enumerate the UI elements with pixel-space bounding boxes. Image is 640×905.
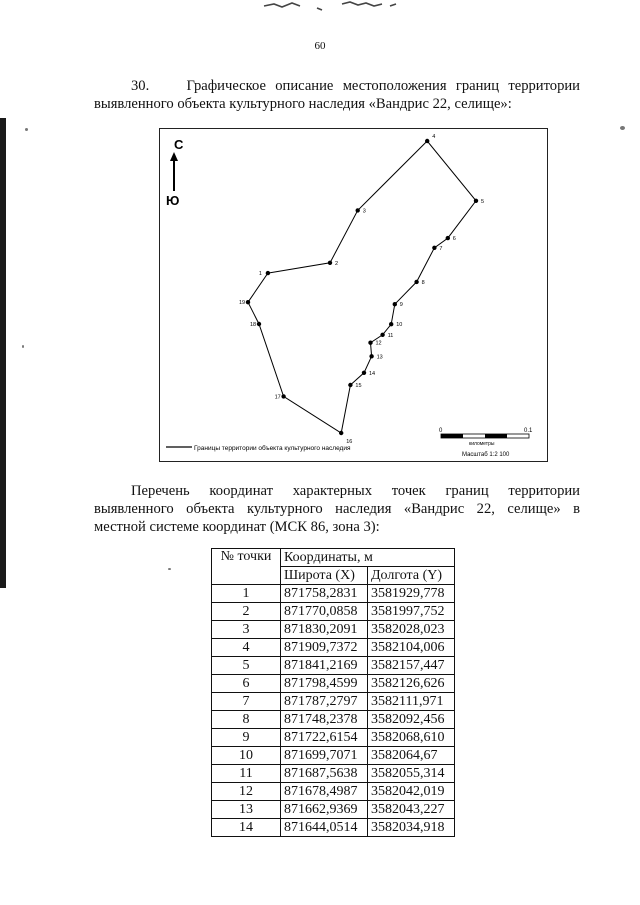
table-row xyxy=(212,693,455,711)
section-title-line-1: Графическое описание местоположения границ территории xyxy=(186,78,580,94)
boundary-point xyxy=(339,431,343,435)
cell-longitude: 3582068,610 xyxy=(368,729,455,747)
boundary-point xyxy=(380,333,384,337)
cell-latitude: 871909,7372 xyxy=(281,639,368,657)
cell-longitude: 3582092,456 xyxy=(368,711,455,729)
cell-longitude: 3582028,023 xyxy=(368,621,455,639)
header-longitude: Долгота (Y) xyxy=(368,567,455,585)
cell-longitude: 3582042,019 xyxy=(368,783,455,801)
boundary-point xyxy=(369,354,373,358)
scale-bar-segment xyxy=(441,434,463,438)
boundary-point-label: 6 xyxy=(452,236,456,243)
cell-point-number: 6 xyxy=(212,675,281,693)
cell-longitude: 3582034,918 xyxy=(368,819,455,837)
cell-longitude: 3582104,006 xyxy=(368,639,455,657)
scale-unit: километры xyxy=(469,441,495,447)
boundary-point xyxy=(446,236,450,240)
coordinates-intro-line-2: выявленного объекта культурного наследия «Вандрис 22, селище» в xyxy=(94,501,580,517)
legend-text: Границы территории объекта культурного наследия xyxy=(194,445,351,452)
boundary-point-label: 8 xyxy=(421,279,425,286)
cell-latitude: 871841,2169 xyxy=(281,657,368,675)
cell-latitude: 871687,5638 xyxy=(281,765,368,783)
scan-speck xyxy=(620,126,625,130)
table-row xyxy=(212,657,455,675)
table-row xyxy=(212,747,455,765)
cell-latitude: 871678,4987 xyxy=(281,783,368,801)
boundary-point xyxy=(362,371,366,375)
boundary-point xyxy=(257,322,261,326)
boundary-point-label: 2 xyxy=(335,260,339,267)
scale-zero: 0 xyxy=(439,428,443,434)
scan-speck xyxy=(22,345,24,348)
scan-edge-bar xyxy=(0,118,6,588)
boundary-point xyxy=(414,280,418,284)
cell-longitude: 3582126,626 xyxy=(368,675,455,693)
cell-longitude: 3582157,447 xyxy=(368,657,455,675)
boundary-point-label: 18 xyxy=(250,322,257,328)
coordinates-table xyxy=(211,548,455,837)
boundary-point-label: 12 xyxy=(375,340,382,347)
section-heading-line-1 xyxy=(94,77,580,95)
cell-point-number: 13 xyxy=(212,801,281,819)
table-row xyxy=(212,765,455,783)
section-heading xyxy=(94,77,580,113)
section-title-line-2: выявленного объекта культурного наследия «Вандрис 22, селище»: xyxy=(94,96,512,112)
coordinates-intro-line-3: местной системе координат (МСК 86, зона 3): xyxy=(94,519,380,535)
boundary-point-label: 5 xyxy=(481,198,485,205)
cell-longitude: 3582111,971 xyxy=(368,693,455,711)
header-point-number: № точки xyxy=(212,549,281,585)
boundary-point-label: 1 xyxy=(258,271,262,278)
boundary-point-label: 16 xyxy=(346,439,353,445)
coordinates-intro-line-1: Перечень координат характерных точек границ территории xyxy=(131,483,580,499)
cell-longitude: 3582043,227 xyxy=(368,801,455,819)
boundary-point xyxy=(389,322,393,326)
boundary-point-label: 11 xyxy=(387,332,394,339)
section-number: 30. xyxy=(131,78,150,94)
boundary-point xyxy=(474,199,478,203)
scale-end: 0.1 xyxy=(524,428,533,434)
boundary-point-label: 17 xyxy=(274,394,281,401)
table-header-row xyxy=(212,549,455,567)
boundary-point xyxy=(432,246,436,250)
boundary-point xyxy=(266,271,270,275)
boundary-point xyxy=(425,139,429,143)
coordinates-intro xyxy=(94,482,580,536)
page-number: 60 xyxy=(314,40,326,52)
boundary-map-canvas xyxy=(160,129,547,461)
north-label: С xyxy=(174,137,184,152)
cell-latitude: 871748,2378 xyxy=(281,711,368,729)
table-row xyxy=(212,801,455,819)
boundary-point-label: 10 xyxy=(396,322,403,329)
cell-point-number: 8 xyxy=(212,711,281,729)
table-row xyxy=(212,639,455,657)
cell-longitude: 3582064,67 xyxy=(368,747,455,765)
cell-latitude: 871758,2831 xyxy=(281,585,368,603)
boundary-point-label: 4 xyxy=(432,134,436,140)
scan-artifact-top xyxy=(262,0,412,10)
boundary-point xyxy=(246,300,250,304)
cell-latitude: 871644,0514 xyxy=(281,819,368,837)
boundary-point xyxy=(348,383,352,387)
boundary-point xyxy=(281,394,285,398)
boundary-point xyxy=(356,208,360,212)
cell-point-number: 10 xyxy=(212,747,281,765)
boundary-point xyxy=(328,261,332,265)
boundary-point-label: 13 xyxy=(376,354,383,361)
boundary-point-label: 3 xyxy=(362,208,366,215)
north-arrowhead-icon xyxy=(170,152,178,161)
scale-ratio: Масштаб 1:2 100 xyxy=(462,452,510,458)
table-row xyxy=(212,711,455,729)
table-row xyxy=(212,783,455,801)
table-row xyxy=(212,675,455,693)
header-latitude: Широта (X) xyxy=(281,567,368,585)
boundary-polygon xyxy=(248,141,476,433)
cell-longitude: 3581997,752 xyxy=(368,603,455,621)
boundary-point xyxy=(368,341,372,345)
table-row xyxy=(212,585,455,603)
boundary-map xyxy=(159,128,548,462)
cell-point-number: 5 xyxy=(212,657,281,675)
cell-point-number: 3 xyxy=(212,621,281,639)
boundary-point-label: 7 xyxy=(439,245,443,252)
scan-speck xyxy=(168,568,171,570)
cell-latitude: 871770,0858 xyxy=(281,603,368,621)
boundary-point-label: 9 xyxy=(399,302,403,309)
table-row xyxy=(212,819,455,837)
cell-point-number: 11 xyxy=(212,765,281,783)
table-row xyxy=(212,729,455,747)
cell-point-number: 9 xyxy=(212,729,281,747)
cell-latitude: 871787,2797 xyxy=(281,693,368,711)
cell-point-number: 7 xyxy=(212,693,281,711)
cell-point-number: 12 xyxy=(212,783,281,801)
cell-point-number: 4 xyxy=(212,639,281,657)
boundary-point-label: 19 xyxy=(239,300,246,307)
scan-speck xyxy=(25,128,28,131)
cell-latitude: 871699,7071 xyxy=(281,747,368,765)
cell-point-number: 14 xyxy=(212,819,281,837)
scale-bar-segment xyxy=(485,434,507,438)
cell-point-number: 1 xyxy=(212,585,281,603)
cell-longitude: 3581929,778 xyxy=(368,585,455,603)
cell-latitude: 871798,4599 xyxy=(281,675,368,693)
boundary-point xyxy=(393,302,397,306)
cell-point-number: 2 xyxy=(212,603,281,621)
cell-latitude: 871662,9369 xyxy=(281,801,368,819)
cell-latitude: 871830,2091 xyxy=(281,621,368,639)
cell-latitude: 871722,6154 xyxy=(281,729,368,747)
table-row xyxy=(212,603,455,621)
cell-longitude: 3582055,314 xyxy=(368,765,455,783)
boundary-point-label: 15 xyxy=(355,383,362,389)
boundary-point-label: 14 xyxy=(369,370,376,377)
south-label: Ю xyxy=(166,193,180,208)
table-row xyxy=(212,621,455,639)
header-coordinates: Координаты, м xyxy=(281,549,455,567)
